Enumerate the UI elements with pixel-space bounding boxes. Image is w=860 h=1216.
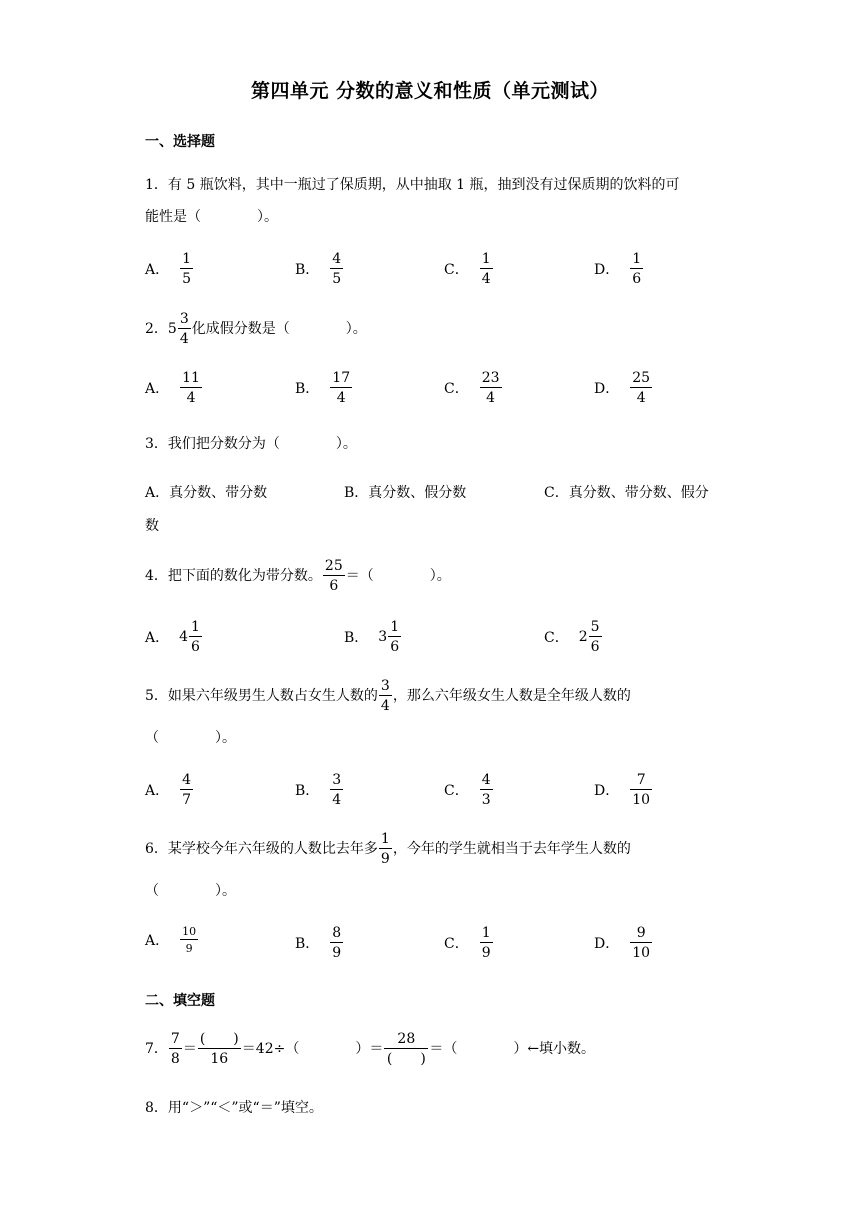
question-5-line-1: 5．如果六年级男生人数占女生人数的 $\frac{3}{4}$ ，那么六年级女生人数是全年级人数的 (145, 678, 631, 714)
fraction: $\frac{25}{4}$ (632, 370, 651, 406)
fraction-blank[interactable]: $\frac{28}{( )}$ (384, 1032, 428, 1066)
option-label: A． (145, 262, 170, 278)
page-title: 第四单元 分数的意义和性质（单元测试） (250, 80, 610, 102)
q5-option-c[interactable]: C． $\frac{4}{3}$ (444, 772, 491, 808)
fraction: $\frac{1}{9}$ (380, 831, 390, 867)
fraction: $\frac{1}{9}$ (481, 925, 491, 961)
q4-option-c[interactable]: C． 2 $\frac{5}{6}$ (544, 619, 600, 655)
q3-option-b[interactable]: B．真分数、假分数 (344, 485, 467, 501)
question-3: 3．我们把分数分为（ ）。 (145, 436, 357, 452)
fraction: $\frac{25}{6}$ (324, 558, 343, 594)
fraction: $\frac{5}{6}$ (590, 619, 600, 655)
option-label: C． (444, 262, 469, 278)
q2-option-a[interactable]: A． $\frac{11}{4}$ (145, 370, 200, 406)
question-1-line-1: 1．有 5 瓶饮料，其中一瓶过了保质期，从中抽取 1 瓶，抽到没有过保质期的饮料的可 (145, 177, 680, 193)
fraction: $\frac{23}{4}$ (481, 370, 500, 406)
q2-option-b[interactable]: B． $\frac{17}{4}$ (295, 370, 351, 406)
q4-option-a[interactable]: A． 4 $\frac{1}{6}$ (145, 619, 200, 655)
fraction: $\frac{9}{10}$ (632, 925, 651, 961)
fraction: $\frac{11}{4}$ (182, 370, 200, 406)
fraction: $\frac{1}{6}$ (390, 619, 400, 655)
fraction: $\frac{10}{9}$ (182, 925, 197, 955)
q1-option-c[interactable] (444, 252, 494, 286)
q1-option-a[interactable] (145, 252, 194, 286)
question-7: 7． $\frac{7}{8}$ ＝ $\frac{( )}{16}$ ＝42÷（ ）＝ $\frac{28}{( )}$ ＝（ ）←填小数。 (145, 1031, 596, 1067)
fraction: $\frac{7}{8}$ (170, 1031, 180, 1067)
q6-option-c[interactable]: C． $\frac{1}{9}$ (444, 925, 491, 961)
q2-option-c[interactable]: C． $\frac{23}{4}$ (444, 370, 500, 406)
q4-option-b[interactable]: B． 3 $\frac{1}{6}$ (344, 619, 400, 655)
question-6-line-2: （ ）。 (145, 883, 236, 899)
q1-option-d[interactable] (594, 252, 644, 286)
option-label: B． (295, 262, 320, 278)
fraction: $\frac{7}{10}$ (632, 772, 651, 808)
fraction: $\frac{4}{5}$ (332, 251, 342, 287)
section-heading-choice: 一、选择题 (145, 134, 215, 150)
question-2: 2．5 $\frac{3}{4}$ 化成假分数是（ ）。 (145, 311, 367, 347)
fraction: $\frac{3}{4}$ (380, 678, 390, 714)
fraction: $\frac{4}{7}$ (182, 772, 192, 808)
q3-option-a[interactable]: A．真分数、带分数 (145, 485, 268, 501)
question-5-line-2: （ ）。 (145, 730, 236, 746)
q5-option-d[interactable]: D． $\frac{7}{10}$ (594, 772, 651, 808)
fraction: $\frac{1}{6}$ (191, 619, 200, 655)
fraction: $\frac{1}{5}$ (182, 251, 192, 287)
fraction: $\frac{1}{4}$ (481, 251, 491, 287)
q2-option-d[interactable]: D． $\frac{25}{4}$ (594, 370, 651, 406)
q3-option-c[interactable]: C．真分数、带分数、假分 (544, 485, 709, 501)
fraction: $\frac{4}{3}$ (481, 772, 491, 808)
q5-option-a[interactable]: A． $\frac{4}{7}$ (145, 772, 192, 808)
fraction: $\frac{3}{4}$ (179, 311, 189, 347)
q1-option-b[interactable] (295, 252, 344, 286)
q5-option-b[interactable]: B． $\frac{3}{4}$ (295, 772, 342, 808)
question-4: 4．把下面的数化为带分数。 $\frac{25}{6}$ ＝（ ）。 (145, 558, 451, 594)
option-label: D． (594, 262, 620, 278)
q6-option-d[interactable]: D． $\frac{9}{10}$ (594, 925, 651, 961)
fraction: $\frac{3}{4}$ (332, 772, 342, 808)
q6-option-b[interactable]: B． $\frac{8}{9}$ (295, 925, 342, 961)
fraction-blank[interactable]: $\frac{( )}{16}$ (199, 1031, 239, 1067)
question-8: 8．用“＞”“＜”或“＝”填空。 (145, 1100, 323, 1116)
fraction: $\frac{17}{4}$ (332, 370, 351, 406)
question-6-line-1: 6．某学校今年六年级的人数比去年多 $\frac{1}{9}$ ，今年的学生就相当于去年学生人数的 (145, 831, 631, 867)
question-1-line-2: 能性是（ ）。 (145, 209, 278, 225)
section-heading-fill: 二、填空题 (145, 993, 215, 1009)
fraction: $\frac{8}{9}$ (332, 925, 342, 961)
q3-option-c-wrap: 数 (145, 518, 159, 534)
fraction: $\frac{1}{6}$ (632, 251, 642, 287)
q6-option-a[interactable]: A． $\frac{10}{9}$ (145, 925, 197, 955)
